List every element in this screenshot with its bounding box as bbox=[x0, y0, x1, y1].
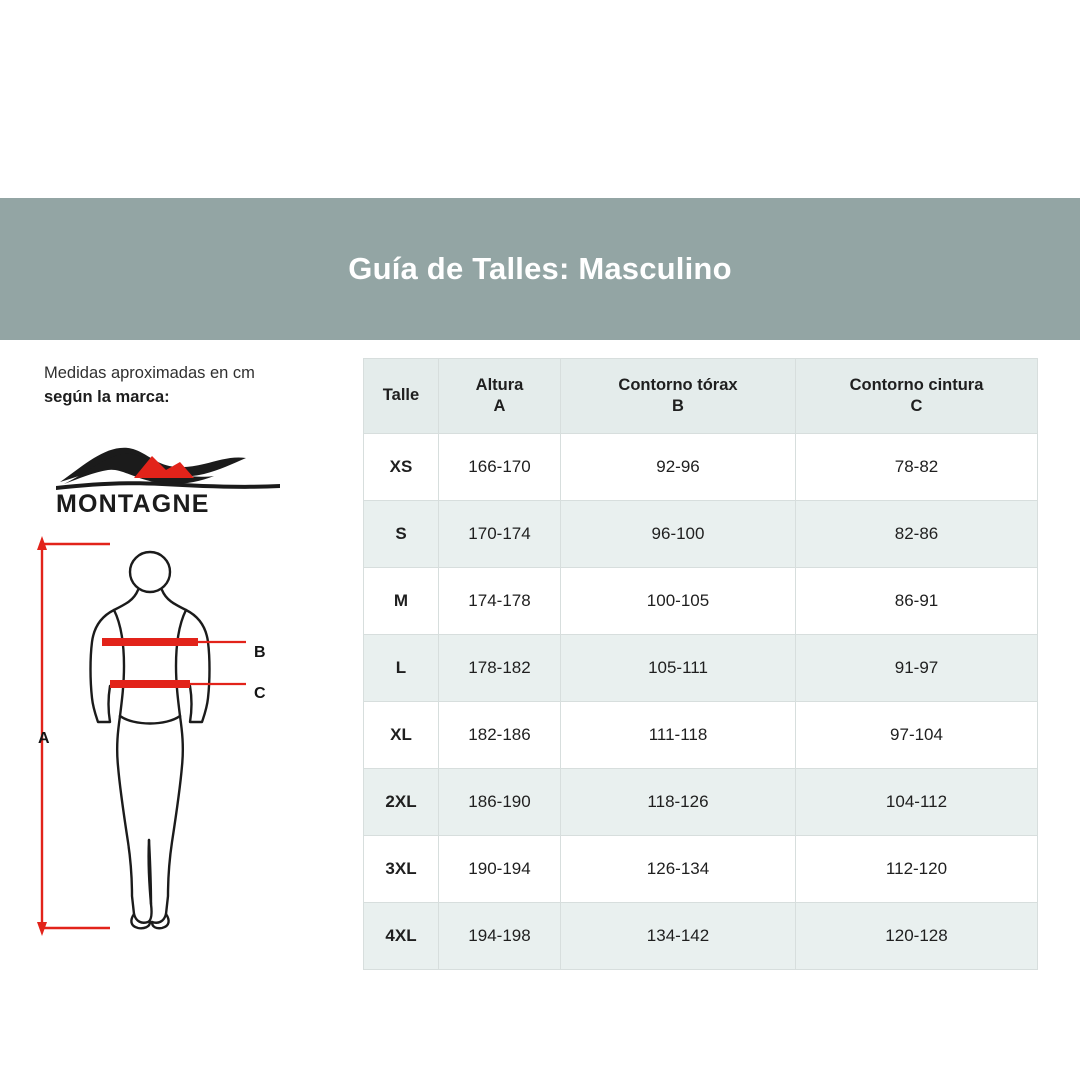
cell-talle: S bbox=[364, 501, 439, 568]
table-row bbox=[364, 702, 1038, 769]
male-body-diagram-icon bbox=[30, 530, 330, 950]
table-row bbox=[364, 769, 1038, 836]
cell-talle: M bbox=[364, 568, 439, 635]
cell-talle: 4XL bbox=[364, 903, 439, 970]
table-row bbox=[364, 903, 1038, 970]
column-header-cintura-label: Contorno cintura bbox=[849, 375, 984, 394]
column-header-cintura bbox=[796, 359, 1038, 434]
cell-torax: 118-126 bbox=[561, 769, 796, 836]
column-header-torax-label: Contorno tórax bbox=[618, 375, 738, 394]
cell-torax: 134-142 bbox=[561, 903, 796, 970]
column-header-talle-label: Talle bbox=[382, 386, 420, 405]
dimension-label-a: A bbox=[38, 730, 50, 747]
mountain-logo-icon bbox=[54, 438, 294, 498]
cell-altura: 182-186 bbox=[439, 702, 561, 769]
cell-cintura: 91-97 bbox=[796, 635, 1038, 702]
cell-altura: 190-194 bbox=[439, 836, 561, 903]
table-row bbox=[364, 501, 1038, 568]
table-header-row bbox=[364, 359, 1038, 434]
cell-altura: 186-190 bbox=[439, 769, 561, 836]
cell-altura: 166-170 bbox=[439, 434, 561, 501]
cell-cintura: 78-82 bbox=[796, 434, 1038, 501]
table-row bbox=[364, 568, 1038, 635]
cell-cintura: 82-86 bbox=[796, 501, 1038, 568]
cell-talle: XS bbox=[364, 434, 439, 501]
cell-talle: 3XL bbox=[364, 836, 439, 903]
note-line-2: según la marca: bbox=[44, 387, 170, 406]
cell-torax: 96-100 bbox=[561, 501, 796, 568]
dimension-label-b: B bbox=[254, 644, 266, 661]
header-band bbox=[0, 198, 1080, 340]
column-header-altura bbox=[439, 359, 561, 434]
cell-torax: 92-96 bbox=[561, 434, 796, 501]
measurement-note bbox=[44, 362, 344, 523]
cell-torax: 100-105 bbox=[561, 568, 796, 635]
cell-talle: 2XL bbox=[364, 769, 439, 836]
cell-altura: 174-178 bbox=[439, 568, 561, 635]
body-diagram bbox=[30, 530, 330, 950]
column-header-altura-label: Altura bbox=[475, 375, 524, 394]
waist-measure-band bbox=[110, 680, 190, 688]
table-row bbox=[364, 635, 1038, 702]
note-line-1: Medidas aproximadas en cm bbox=[44, 364, 255, 382]
cell-talle: L bbox=[364, 635, 439, 702]
column-header-altura-sub: A bbox=[493, 397, 506, 415]
cell-cintura: 86-91 bbox=[796, 568, 1038, 635]
cell-cintura: 112-120 bbox=[796, 836, 1038, 903]
cell-torax: 111-118 bbox=[561, 702, 796, 769]
cell-torax: 126-134 bbox=[561, 836, 796, 903]
cell-altura: 178-182 bbox=[439, 635, 561, 702]
page-title: Guía de Talles: Masculino bbox=[348, 251, 732, 286]
brand-logo bbox=[54, 438, 294, 523]
dimension-label-c: C bbox=[254, 685, 266, 702]
cell-cintura: 97-104 bbox=[796, 702, 1038, 769]
cell-cintura: 104-112 bbox=[796, 769, 1038, 836]
table-row bbox=[364, 434, 1038, 501]
cell-altura: 194-198 bbox=[439, 903, 561, 970]
column-header-torax-sub: B bbox=[672, 397, 684, 415]
cell-altura: 170-174 bbox=[439, 501, 561, 568]
brand-name: MONTAGNE bbox=[56, 489, 210, 518]
cell-talle: XL bbox=[364, 702, 439, 769]
cell-cintura: 120-128 bbox=[796, 903, 1038, 970]
table-row bbox=[364, 836, 1038, 903]
size-guide-table bbox=[363, 358, 1038, 970]
column-header-talle bbox=[364, 359, 439, 434]
column-header-cintura-sub: C bbox=[910, 397, 923, 415]
size-guide-table-wrap bbox=[363, 358, 1037, 970]
column-header-torax bbox=[561, 359, 796, 434]
cell-torax: 105-111 bbox=[561, 635, 796, 702]
chest-measure-band bbox=[102, 638, 198, 646]
